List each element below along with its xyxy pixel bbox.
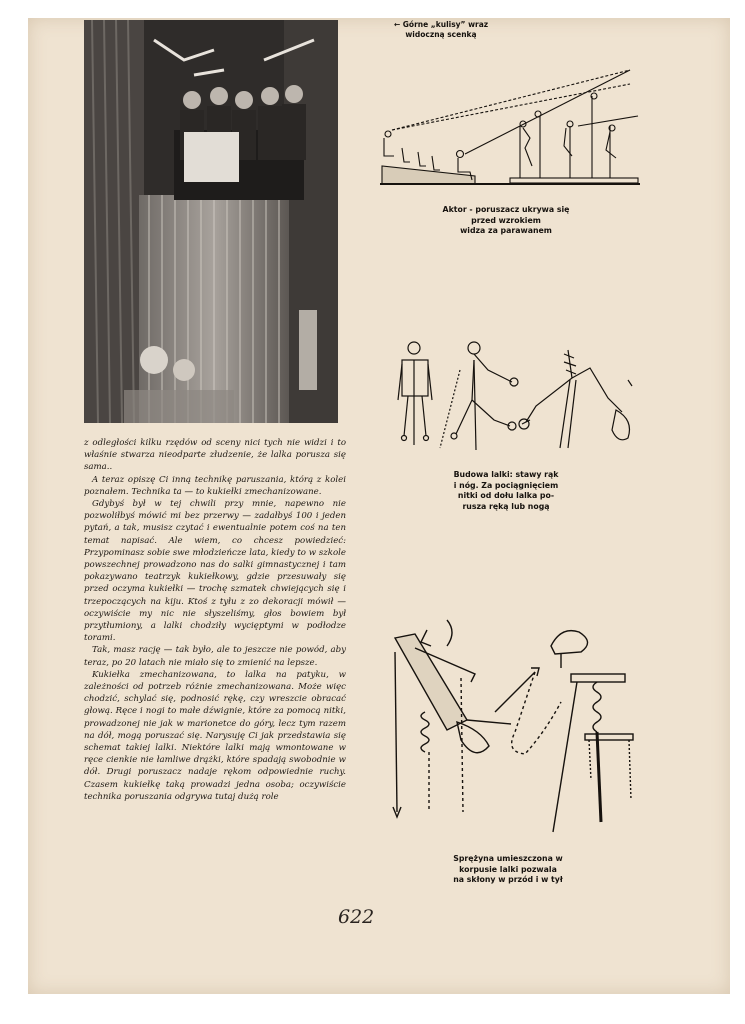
stage-section-diagram	[380, 66, 642, 186]
puppet-structure-diagram	[390, 340, 640, 455]
page-number: 622	[338, 906, 375, 928]
caption-line: widza za parawanem	[460, 226, 552, 236]
top-note-line: Górne „kulisy” wraz	[402, 20, 489, 29]
caption-line: Sprężyna umieszczona w	[453, 854, 563, 863]
top-note-line: widoczną scenką	[405, 30, 477, 39]
puppet-stage-photo	[84, 20, 338, 423]
spring-caption	[440, 854, 576, 886]
caption-line: Budowa lalki: stawy rąk	[453, 470, 559, 479]
caption-line: nitki od dołu lalka po-	[457, 491, 555, 501]
stage-diagram-caption	[440, 205, 572, 237]
caption-line: Aktor - poruszacz ukrywa się przed wzrokiem	[442, 205, 570, 225]
top-scenery-note	[366, 20, 516, 40]
article-body-text	[84, 437, 346, 803]
puppet-structure-caption	[440, 470, 572, 512]
article-paragraph: A teraz opiszę Ci inną technikę paruszania, którą z kolei poznałem. Technika ta — to kukiełki zmechanizowane.	[84, 474, 346, 497]
caption-line: rusza ręką lub nogą	[462, 501, 550, 511]
caption-line: korpusie lalki pozwala	[459, 864, 557, 874]
article-paragraph: Kukiełka zmechanizowana, to lalka na patyku, w zależności od potrzeb różnie zmechanizowana. Może więc chodzić, schylać się, podnosić rękę, czy wreszcie obracać głową. Ręce i nogi to małe dźwignie, które za pomocą nitki, prowadzonej nie jak w marionetce do góry, lecz tym razem na dół, mogą poruszać się. Narysuję Ci jak przedstawia się schemat takiej lalki. Niektóre lalki mają wmontowane w ręce cienkie nie łamliwe drążki, które spadają swobodnie w dół. Drugi poruszacz nadaje rękom odpowiednie ruchy. Czasem kukiełkę taką prowadzi jedna osoba; oczywiście technika poruszania odgrywa tutaj dużą role	[84, 669, 346, 802]
article-paragraph: z odległości kilku rzędów od sceny nici tych nie widzi i to właśnie stwarza nieodparte złudzenie, że lalka porusza się sama..	[84, 438, 346, 473]
left-arrow-icon: ←	[393, 20, 401, 29]
article-paragraph: Gdybyś był w tej chwili przy mnie, napewno nie pozwoliłbyś mówić mi bez przerwy — zadałbyś 100 i jeden pytań, a tak, musisz czytać i ewentualnie potem coś na ten temat napisać. Ale wiem, co chcesz powiedzieć: Przypominasz sobie swe młodzieńcze lata, kiedy to w szkole powszechnej prowadzono nas do salki gimnastycznej i tam pokazywano teatrzyk kukiełkowy, gdzie przesuwały się przed oczyma kukiełki — trochę szmatek chwiejących się i trzepoczących na kiju. Ktoś z tyłu z zo dekoracji mówił — oczywiście my nic nie słyszeliśmy, głos bowiem był przytłumiony, a lalki chodziły wycięptymi w podłodze torami.	[84, 499, 346, 644]
article-paragraph: Tak, masz rację — tak było, ale to jeszcze nie powód, aby teraz, po 20 latach nie miało się to zmienić na lepsze.	[84, 645, 346, 668]
spring-puppet-diagram	[385, 612, 645, 837]
caption-line: i nóg. Za pociągnięciem	[453, 480, 559, 490]
caption-line: na skłony w przód i w tył	[453, 875, 563, 885]
